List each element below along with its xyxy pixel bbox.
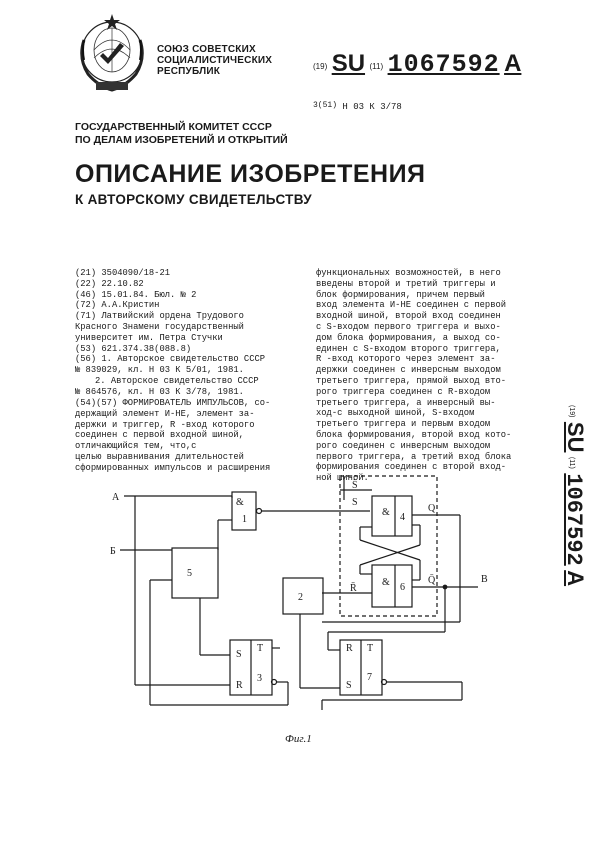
biblio-line: (53) 621.374.38(088.8) xyxy=(75,343,192,354)
trig3-number: 3 xyxy=(257,673,262,684)
trig4-pin: & xyxy=(382,507,390,518)
abstract-line: дом блока формирования, а выход со- xyxy=(316,332,501,343)
abstract-line: введены второй и третий триггеры и xyxy=(316,278,496,289)
q-bar-label: Q̄ xyxy=(428,575,436,586)
abstract-line: рого соединен с инверсным выходом xyxy=(316,440,491,451)
abstract-line: третьего триггера, а инверсный вы- xyxy=(316,397,496,408)
abstract-line: вход элемента И-НЕ соединен с первой xyxy=(316,300,507,311)
trig7-s-pin: S xyxy=(346,680,352,691)
trig3-s-pin: S xyxy=(236,649,242,660)
abstract-line: соединен с первой входной шиной, xyxy=(75,430,244,441)
trigger-4 xyxy=(372,496,412,536)
inversion-bubble xyxy=(257,509,262,514)
delay-block-number: 2 xyxy=(298,592,303,603)
patent-number: 1067592 xyxy=(387,50,500,79)
abstract-line: функциональных возможностей, в него xyxy=(316,268,501,278)
form-block-number: 5 xyxy=(187,568,192,579)
org-line: РЕСПУБЛИК xyxy=(157,66,221,77)
q-label: Q xyxy=(428,503,436,514)
trig7-r-pin: R xyxy=(346,643,353,654)
abstract-line: сформированных импульсов и расширения xyxy=(75,462,271,473)
biblio-line: (21) 3504090/18-21 xyxy=(75,268,171,278)
delay-block xyxy=(283,578,323,614)
biblio-line: (22) 22.10.82 xyxy=(75,278,144,289)
trig4-number: 4 xyxy=(400,512,405,523)
vertical-kind-code: A xyxy=(563,570,588,587)
trig3-r-pin: R xyxy=(236,680,243,691)
and-block-number: 1 xyxy=(242,514,247,525)
abstract-line: третьего триггера, прямой выход вто- xyxy=(316,375,507,386)
biblio-line: (72) А.А.Кристин xyxy=(75,300,160,311)
ipc-value: Н 03 К 3/78 xyxy=(342,102,402,112)
abstract-line: третьего триггера и первым входом xyxy=(316,419,491,430)
abstract-line: ной шиной. xyxy=(316,473,369,484)
vertical-number-code-label: (11) xyxy=(568,456,575,469)
document-subtitle: К АВТОРСКОМУ СВИДЕТЕЛЬСТВУ xyxy=(75,192,312,207)
r-bar-label: R̄ xyxy=(350,583,357,594)
trig7-number: 7 xyxy=(367,672,372,683)
and-pin-label: & xyxy=(236,497,244,508)
biblio-line: 2. Авторское свидетельство СССР xyxy=(95,375,259,386)
trigger-6 xyxy=(372,565,412,607)
biblio-line: (56) 1. Авторское свидетельство СССР xyxy=(75,354,266,365)
country-code-label: (19) xyxy=(313,62,328,71)
abstract-line: (54)(57) ФОРМИРОВАТЕЛЬ ИМПУЛЬСОВ, со- xyxy=(75,398,271,408)
kind-code: A xyxy=(504,50,522,77)
trig7-t-pin: T xyxy=(367,643,374,654)
number-code-label: (11) xyxy=(369,62,384,71)
abstract-line: рого триггера соединен с R-входом xyxy=(316,386,491,397)
org-line: СОЦИАЛИСТИЧЕСКИХ xyxy=(157,55,273,66)
wire xyxy=(360,545,420,565)
vertical-country-code-label: (19) xyxy=(568,405,575,418)
abstract-line: входной шиной, второй вход соединен xyxy=(316,311,501,322)
wire xyxy=(360,540,420,560)
biblio-line: Красного Знамени государственный xyxy=(75,321,244,332)
s-bar-label: S̄ xyxy=(352,480,358,491)
input-b-label: Б xyxy=(110,546,116,557)
abstract-line: держащий элемент И-НЕ, элемент за- xyxy=(75,408,255,419)
abstract-line: единен с S-входом второго триггера, xyxy=(316,343,501,354)
biblio-line: университет им. Петра Стучки xyxy=(75,332,223,343)
vertical-patent-number-value: 1067592 xyxy=(561,473,586,566)
abstract-line: блока формирования, второй вход кото- xyxy=(316,429,512,440)
country-code: SU xyxy=(331,50,366,77)
input-a-label: А xyxy=(112,492,120,503)
biblio-line: № 839029, кл. Н 03 К 5/01, 1981. xyxy=(75,365,244,376)
abstract-line: ход-с выходной шиной, S-входом xyxy=(316,408,475,419)
forming-block xyxy=(172,548,218,598)
figure-caption: Фиг.1 xyxy=(285,733,312,745)
abstract-line: формирования соединен с второй вход- xyxy=(316,462,507,473)
ipc-label: 3(51) xyxy=(313,101,338,110)
committee-line: ПО ДЕЛАМ ИЗОБРЕТЕНИЙ И ОТКРЫТИЙ xyxy=(75,134,288,146)
vertical-country-code: SU xyxy=(563,421,588,453)
document-title: ОПИСАНИЕ ИЗОБРЕТЕНИЯ xyxy=(75,160,426,188)
trig6-pin: & xyxy=(382,577,390,588)
trig6-number: 6 xyxy=(400,582,405,593)
biblio-line: (46) 15.01.84. Бюл. № 2 xyxy=(75,289,197,300)
abstract-line: с S-входом первого триггера и выхо- xyxy=(316,321,501,332)
abstract-line: R -вход которого через элемент за- xyxy=(316,354,496,365)
abstract-line: первого триггера, а третий вход блока xyxy=(316,451,512,462)
org-line: СОЮЗ СОВЕТСКИХ xyxy=(157,44,256,55)
trig3-t-pin: T xyxy=(257,643,264,654)
biblio-line: № 864576, кл. Н 03 К 3/78, 1981. xyxy=(75,386,244,397)
output-label: В xyxy=(481,574,488,585)
committee-line: ГОСУДАРСТВЕННЫЙ КОМИТЕТ СССР xyxy=(75,121,272,133)
abstract-line: целью выравнивания длительностей xyxy=(75,451,244,462)
s-label: S xyxy=(352,497,358,508)
abstract-line: блок формирования, причем первый xyxy=(316,289,485,300)
biblio-line: (71) Латвийский ордена Трудового xyxy=(75,311,244,322)
abstract-line: держки и триггер, R -вход которого xyxy=(75,419,255,430)
abstract-line: отличающийся тем, что,с xyxy=(75,441,197,452)
abstract-line: держки соединен с инверсным выходом xyxy=(316,365,501,376)
